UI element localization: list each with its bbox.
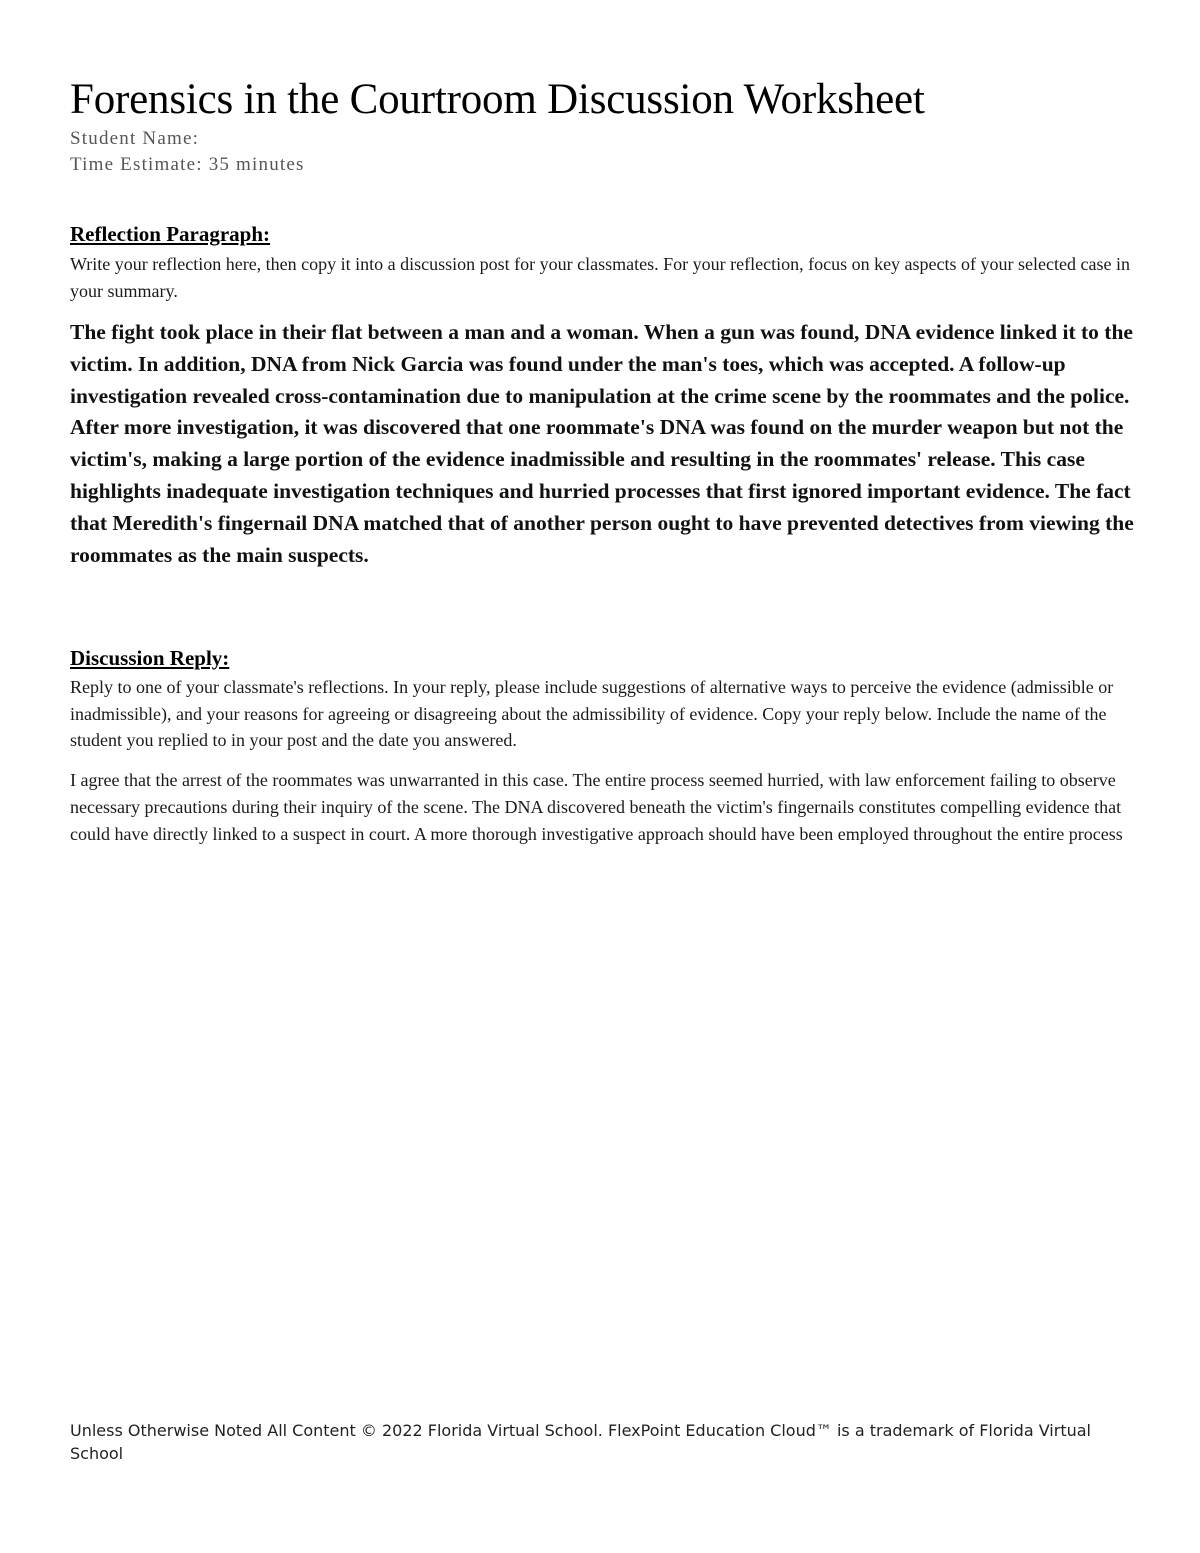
copyright-footer: Unless Otherwise Noted All Content © 2022 Florida Virtual School. FlexPoint Education Cloud™ is a trademark of Florida Virtual School xyxy=(70,1421,1091,1463)
student-name-label: Student Name: xyxy=(70,128,200,149)
page-title: Forensics in the Courtroom Discussion Worksheet xyxy=(70,76,925,123)
discussion-reply-heading: Discussion Reply: xyxy=(70,646,230,670)
reflection-paragraph: The fight took place in their flat between a man and a woman. When a gun was found, DNA evidence linked it to the victim. In addition, DNA from Nick Garcia was found under the man's toes, which was accepted. A follow-up investigation revealed cross-contamination due to manipulation at the crime scene by the roommates and the police. After more investigation, it was discovered that one roommate's DNA was found on the murder weapon but not the victim's, making a large portion of the evidence inadmissible and resulting in the roommates' release. This case highlights inadequate investigation techniques and hurried processes that first ignored important evidence. The fact that Meredith's fingernail DNA matched that of another person ought to have prevented detectives from viewing the roommates as the main suspects. xyxy=(70,320,1134,567)
discussion-reply-paragraph: I agree that the arrest of the roommates was unwarranted in this case. The entire process seemed hurried, with law enforcement failing to observe necessary precautions during their inquiry of the scene. The DNA discovered beneath the victim's fingernails constitutes compelling evidence that could have directly linked to a suspect in court. A more thorough investigative approach should have been employed throughout the entire process xyxy=(70,770,1123,844)
discussion-reply-instructions: Reply to one of your classmate's reflections. In your reply, please include suggestions of alternative ways to perceive the evidence (admissible or inadmissible), and your reasons for agreeing or disagreeing about the admissibility of evidence. Copy your reply below. Include the name of the student you replied to in your post and the date you answered. xyxy=(70,677,1114,750)
reflection-instructions: Write your reflection here, then copy it into a discussion post for your classmates. For your reflection, focus on key aspects of your selected case in your summary. xyxy=(70,254,1130,301)
reflection-heading: Reflection Paragraph: xyxy=(70,222,271,246)
time-estimate: Time Estimate: 35 minutes xyxy=(70,154,305,175)
